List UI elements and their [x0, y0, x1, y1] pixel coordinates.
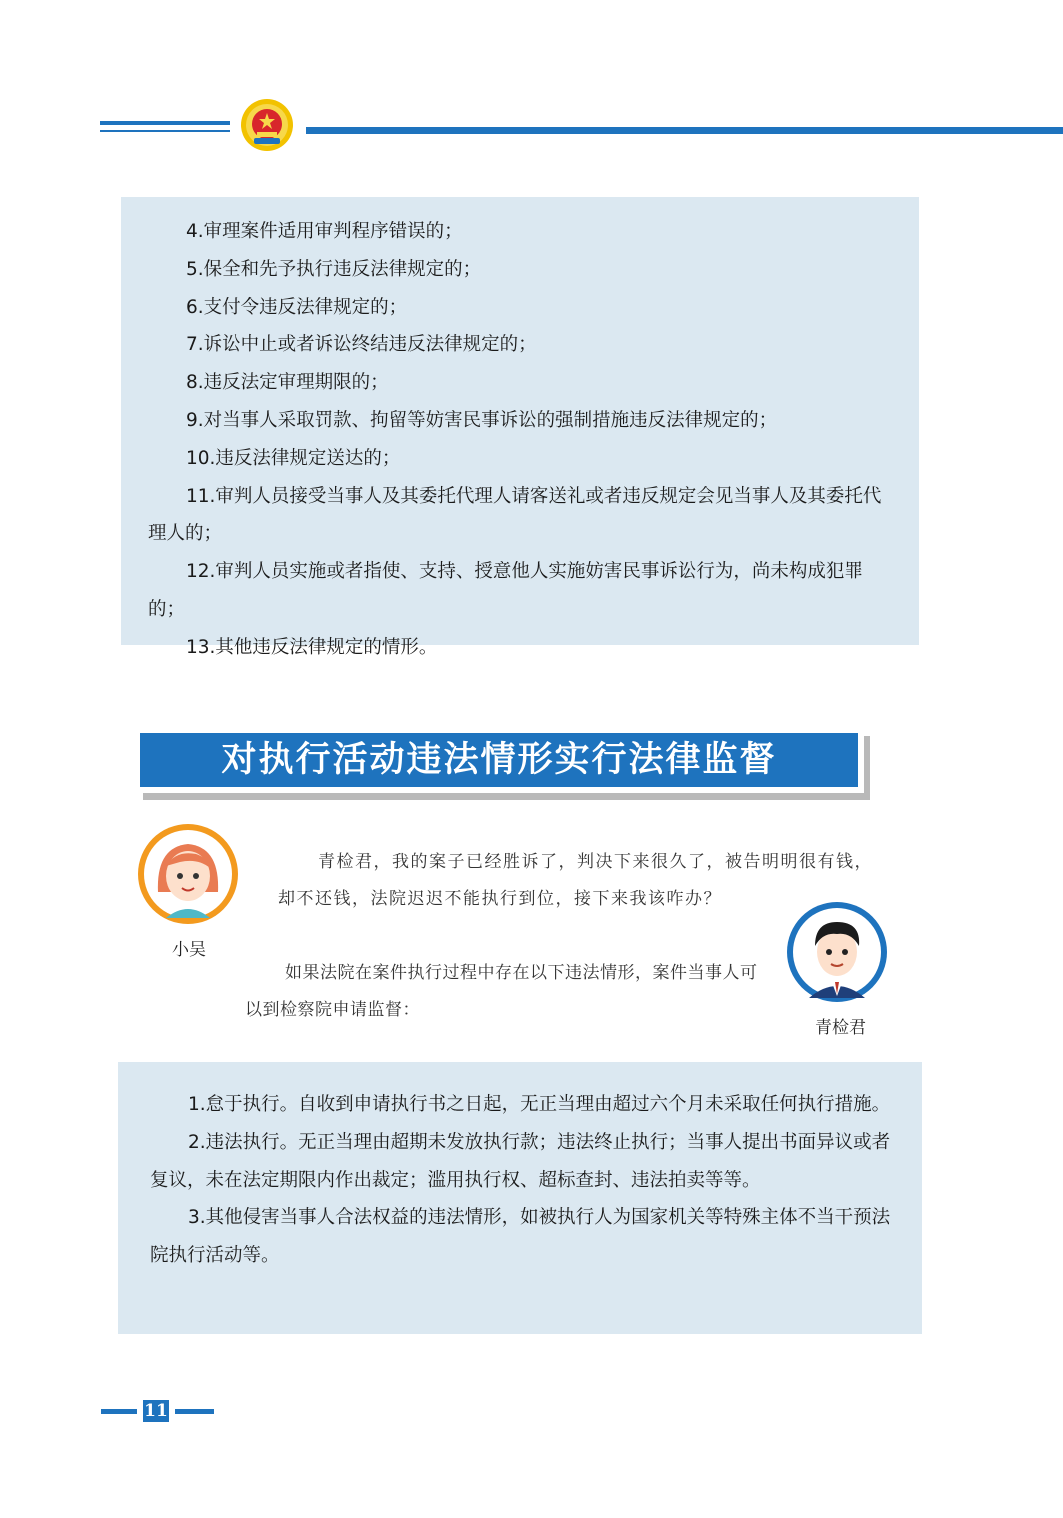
- list-item: 5.保全和先予执行违反法律规定的；: [186, 258, 482, 280]
- list-item: 2.违法执行。无正当理由超期未发放执行款；违法终止执行；当事人提出书面异议或者复议，未在法定期限内作出裁定；滥用执行权、超标查封、违法拍卖等等。: [150, 1131, 891, 1191]
- speaker-name-qingjian: 青检君: [815, 1018, 866, 1038]
- page-rule-left: [101, 1409, 137, 1414]
- list-item: 11.审判人员接受当事人及其委托代理人请客送礼或者违反规定会见当事人及其委托代理人的；: [148, 485, 882, 545]
- list-item: 1.怠于执行。自收到申请执行书之日起，无正当理由超过六个月未采取任何执行措施。: [188, 1094, 891, 1115]
- list-item: 6.支付令违反法律规定的；: [186, 296, 408, 318]
- procuratorate-emblem-icon: [240, 98, 294, 152]
- header-rule-left-thin: [100, 130, 230, 132]
- dialog-xiaowu: 青检君，我的案子已经胜诉了，判决下来很久了，被告明明很有钱，却不还钱，法院迟迟不能执行到位，接下来我该咋办？: [278, 852, 873, 909]
- list-item: 12.审判人员实施或者指使、支持、授意他人实施妨害民事诉讼行为，尚未构成犯罪的；: [148, 561, 863, 620]
- list-item: 8.违反法定审理期限的；: [186, 372, 389, 394]
- list-box-lower: [118, 1062, 922, 1334]
- header-rule-left: [100, 121, 230, 125]
- page-rule-right: [175, 1409, 214, 1414]
- list-item: 10.违反法律规定送达的；: [186, 447, 401, 469]
- male-avatar-icon: [785, 900, 889, 1004]
- section-title: 对执行活动违法情形实行法律监督: [140, 733, 858, 787]
- dialog-qingjian: 如果法院在案件执行过程中存在以下违法情形，案件当事人可以到检察院申请监督：: [245, 963, 758, 1020]
- list-item: 7.诉讼中止或者诉讼终结违反法律规定的；: [186, 334, 537, 356]
- page-number: 11: [144, 1401, 168, 1421]
- header-rule-right: [306, 127, 1063, 134]
- speaker-name-xiaowu: 小吴: [172, 940, 206, 960]
- list-item: 13.其他违反法律规定的情形。: [186, 636, 438, 658]
- female-avatar-icon: [136, 822, 240, 926]
- list-item: 3.其他侵害当事人合法权益的违法情形，如被执行人为国家机关等特殊主体不当干预法院执行活动等。: [150, 1207, 891, 1267]
- list-box-upper: [121, 197, 919, 658]
- list-item: 9.对当事人采取罚款、拘留等妨害民事诉讼的强制措施违反法律规定的；: [186, 409, 778, 431]
- list-item: 4.审理案件适用审判程序错误的；: [186, 221, 463, 242]
